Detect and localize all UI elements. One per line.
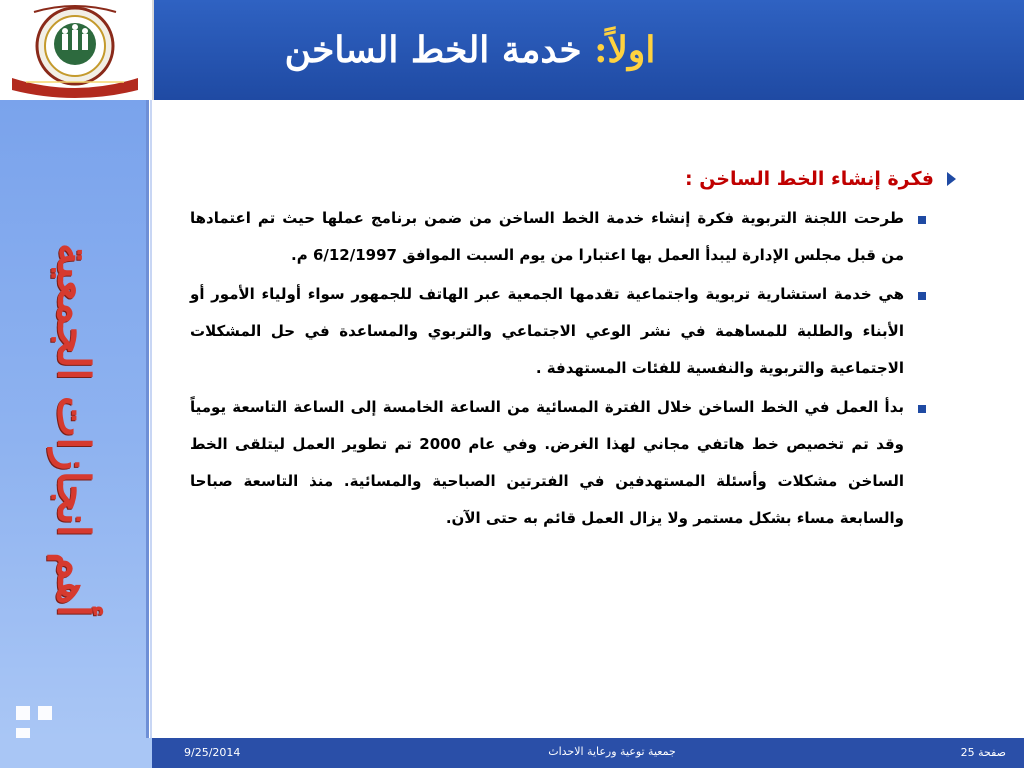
- square-bullet-icon: [918, 292, 926, 300]
- title-main: خدمة الخط الساخن: [284, 29, 595, 71]
- sidebar-divider-light: [150, 100, 152, 738]
- title-accent: اولاً:: [594, 29, 656, 71]
- paragraph-1: [190, 200, 944, 274]
- paragraph-text: هي خدمة استشارية تربوية واجتماعية تقدمها الجمعية عبر الهاتف للجمهور سواء أولياء الأمور أو الأبناء والطلبة للمساهمة في نشر الوعي الاجتماعي والتربوي والمساعدة في حل المشكلات الاجتماعية والتربوية والنفسية للفئات المستهدفة .: [190, 285, 904, 377]
- slide-footer: [152, 738, 1024, 768]
- footer-date: 9/25/2014: [184, 746, 241, 759]
- section-heading-text: فكرة إنشاء الخط الساخن :: [684, 168, 934, 190]
- triangle-bullet-icon: [947, 172, 956, 186]
- paragraph-text: بدأ العمل في الخط الساخن خلال الفترة المسائية من الساعة الخامسة إلى الساعة التاسعة يومياً وقد تم تخصيص خط هاتفي مجاني لهذا الغرض. وفي عام 2000 تم تطوير العمل ليتلقى الخط الساخن مشكلات وأسئلة المستهدفين في الفترتين الصباحية والمسائية. منذ التاسعة صباحا والسابعة مساء بشكل مستمر ولا يزال العمل قائم به حتى الآن.: [190, 398, 904, 527]
- paragraph-3: [190, 389, 944, 537]
- footer-organization: جمعية توعية ورعاية الاحداث: [548, 745, 676, 758]
- section-heading: [190, 160, 956, 198]
- slide-title: [160, 22, 780, 78]
- sidebar-vertical-title: أهم انجازات الجمعية: [47, 242, 99, 618]
- sidebar-divider: [146, 100, 149, 738]
- slide-content: [190, 160, 956, 537]
- footer-left-panel: [0, 738, 152, 768]
- square-bullet-icon: [918, 405, 926, 413]
- paragraph-2: [190, 276, 944, 387]
- logo-area: [0, 0, 154, 100]
- organization-logo-icon: [4, 2, 146, 98]
- square-bullet-icon: [918, 216, 926, 224]
- paragraph-text: طرحت اللجنة التربوية فكرة إنشاء خدمة الخط الساخن من ضمن برنامج عملها حيث تم اعتمادها من قبل مجلس الإدارة ليبدأ العمل بها اعتبارا من يوم السبت الموافق 6/12/1997 م.: [190, 209, 904, 264]
- footer-page-number: صفحة 25: [960, 746, 1006, 759]
